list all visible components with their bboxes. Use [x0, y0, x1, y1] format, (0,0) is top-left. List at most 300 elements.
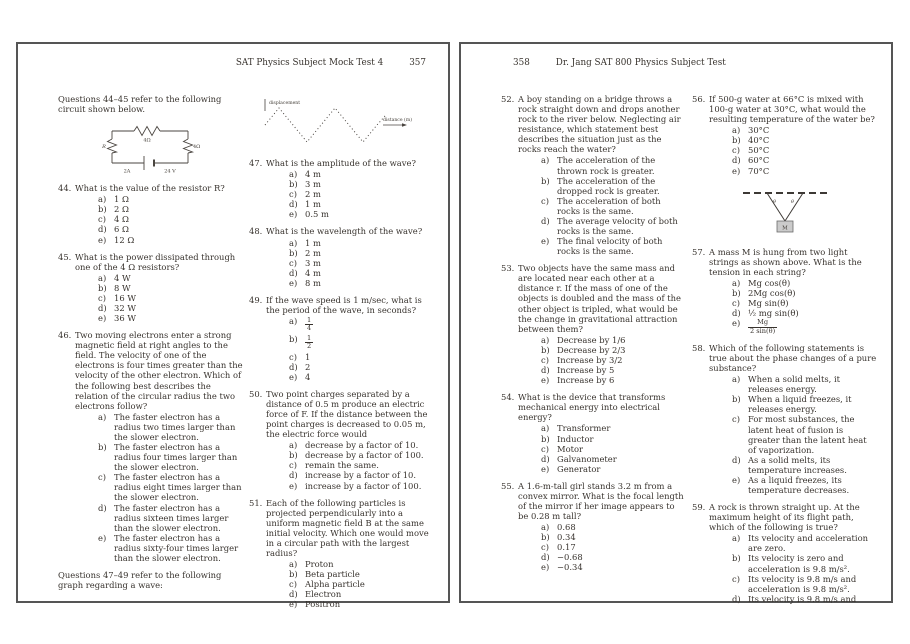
option-row — [289, 278, 434, 288]
option-text: 8 W — [114, 282, 131, 293]
option-text: Increase by 5 — [557, 365, 615, 376]
right-resistor-icon — [183, 139, 192, 153]
option-row — [541, 335, 686, 345]
option-letter: d) — [732, 593, 741, 604]
question-block — [58, 183, 243, 244]
option-row — [732, 318, 877, 336]
options-list — [518, 335, 686, 385]
fraction-denominator: 2 — [307, 342, 312, 351]
option-text: Decrease by 2/3 — [557, 344, 626, 355]
option-text: Its velocity is 9.8 m/s and acceleration is 9.8 m/s². — [748, 573, 857, 594]
option-row — [541, 444, 686, 454]
option-letter: b) — [732, 287, 741, 298]
option-text: The faster electron has a radius sixteen times larger than the slower electron. — [114, 502, 229, 533]
columns — [501, 94, 877, 611]
option-row — [98, 235, 243, 245]
question-number: 47. — [249, 158, 263, 168]
option-row — [732, 394, 877, 414]
options-list — [75, 273, 243, 323]
option-row — [289, 569, 434, 579]
option-fraction — [305, 335, 313, 351]
option-text: 2 m — [305, 247, 321, 258]
option-row — [98, 273, 243, 283]
question-body — [266, 498, 434, 610]
option-letter: d) — [732, 308, 741, 319]
wave-curve — [265, 108, 385, 142]
option-letter: a) — [541, 155, 550, 166]
question-text: If 500-g water at 66°C is mixed with 100-g water at 30°C, what would the resulting temperature of the water be? — [709, 94, 875, 125]
option-row — [732, 455, 877, 475]
option-text: 8 m — [305, 277, 321, 288]
question-body — [518, 392, 686, 474]
option-letter: c) — [289, 460, 297, 471]
option-letter: e) — [289, 480, 298, 491]
option-letter: d) — [98, 224, 107, 235]
option-text: 1 m — [305, 199, 321, 210]
option-row — [98, 194, 243, 204]
option-row — [98, 503, 243, 533]
header-page-number: 358 — [513, 58, 530, 68]
question-block — [692, 343, 877, 495]
option-row — [541, 532, 686, 542]
question-number: 53. — [501, 263, 515, 274]
option-row — [289, 238, 434, 248]
fraction-denominator: 4 — [307, 324, 312, 333]
option-letter: e) — [732, 474, 741, 485]
note-text: Questions 44–45 refer to the following circuit shown below. — [58, 94, 222, 115]
option-letter: a) — [98, 411, 107, 422]
option-text: 1 — [305, 351, 311, 362]
option-row — [541, 216, 686, 236]
option-row — [289, 599, 434, 609]
option-text: Alpha particle — [305, 579, 365, 590]
option-text: 4 W — [114, 272, 131, 283]
option-letter: d) — [541, 453, 550, 464]
option-text: −0.68 — [557, 552, 583, 563]
option-letter: a) — [541, 334, 550, 345]
option-text: decrease by a factor of 10. — [305, 440, 419, 451]
option-letter: a) — [732, 125, 741, 136]
mass-label: M — [781, 225, 788, 232]
option-text: 1 Ω — [114, 194, 129, 205]
options-list — [518, 423, 686, 473]
column-1 — [501, 94, 686, 611]
option-row — [289, 481, 434, 491]
option-text: 12 Ω — [114, 234, 135, 245]
question-text: A mass M is hung from two light strings as shown above. What is the tension in each string? — [709, 246, 862, 277]
option-row — [98, 533, 243, 563]
option-row — [289, 440, 434, 450]
option-row — [541, 236, 686, 256]
option-row — [289, 209, 434, 219]
question-body — [75, 252, 243, 324]
question-number: 58. — [692, 342, 706, 353]
option-letter: b) — [541, 532, 550, 543]
option-letter: c) — [732, 573, 740, 584]
option-row — [541, 542, 686, 552]
option-row — [289, 169, 434, 179]
option-row — [541, 355, 686, 365]
question-body — [709, 247, 877, 336]
option-text: Galvanometer — [557, 453, 617, 464]
option-letter: e) — [541, 375, 550, 386]
option-letter: c) — [732, 414, 740, 425]
page-header — [58, 58, 434, 68]
question-block — [249, 389, 434, 491]
option-text: When a solid melts, it releases energy. — [748, 374, 840, 395]
option-text: 6 Ω — [114, 224, 129, 235]
option-letter: e) — [732, 318, 741, 329]
page-358 — [459, 42, 893, 603]
option-row — [289, 258, 434, 268]
option-letter: d) — [289, 199, 298, 210]
option-text: 0.34 — [557, 532, 576, 543]
mass-figure — [692, 183, 877, 239]
option-letter: e) — [541, 463, 550, 474]
question-body — [518, 263, 686, 385]
option-text: Decrease by 1/6 — [557, 334, 626, 345]
option-row — [289, 450, 434, 460]
option-text: 1 m — [305, 237, 321, 248]
option-row — [732, 288, 877, 298]
option-row — [541, 375, 686, 385]
option-text: 50°C — [748, 145, 770, 156]
option-letter: a) — [541, 423, 550, 434]
option-letter: d) — [289, 470, 298, 481]
option-row — [541, 196, 686, 216]
columns — [58, 94, 434, 616]
question-body — [75, 330, 243, 563]
option-text: 0.5 m — [305, 209, 329, 220]
option-text: The faster electron has a radius eight times larger than the slower electron. — [114, 472, 242, 503]
question-body — [709, 502, 877, 604]
option-text: Beta particle — [305, 569, 360, 580]
option-row — [98, 214, 243, 224]
option-row — [541, 176, 686, 196]
option-letter: d) — [98, 502, 107, 513]
option-text: When a liquid freezes, it releases energy. — [748, 394, 852, 415]
option-row — [289, 248, 434, 258]
option-row — [289, 559, 434, 569]
option-row — [98, 204, 243, 214]
question-block — [501, 481, 686, 573]
options-list — [518, 522, 686, 572]
option-row — [732, 308, 877, 318]
option-text: Its velocity and acceleration are zero. — [748, 533, 869, 554]
question-text: What is the device that transforms mechanical energy into electrical energy? — [518, 392, 666, 423]
option-row — [98, 472, 243, 502]
options-list — [709, 374, 877, 495]
option-row — [732, 475, 877, 495]
fraction-numerator: Mg — [748, 319, 777, 327]
option-letter: b) — [541, 433, 550, 444]
option-row — [98, 293, 243, 303]
question-number: 49. — [249, 294, 263, 305]
question-text: Each of the following particles is projected perpendicularly into a uniform magnetic field B at the same initial velocity. Which one would move in a circular path with the largest radius? — [266, 497, 429, 558]
option-row — [732, 145, 877, 155]
option-text: Electron — [305, 589, 342, 600]
option-letter: a) — [732, 374, 741, 385]
option-letter: c) — [98, 472, 106, 483]
angle-left-label: θ — [772, 199, 776, 205]
option-text: The acceleration of both rocks is the same. — [557, 195, 661, 216]
option-text: Increase by 6 — [557, 375, 615, 386]
question-text: What is the wavelength of the wave? — [266, 226, 423, 237]
question-body — [266, 389, 434, 491]
circuit-top-resistor-label: 4Ω — [142, 137, 151, 144]
option-row — [732, 533, 877, 553]
option-row — [541, 464, 686, 474]
question-block — [249, 158, 434, 219]
option-row — [98, 412, 243, 442]
question-block — [249, 226, 434, 287]
options-list — [709, 278, 877, 336]
option-row — [732, 414, 877, 454]
option-text: For most substances, the latent heat of fusion is greater than the latent heat of vaporization. — [748, 414, 867, 455]
option-text: Increase by 3/2 — [557, 354, 623, 365]
fraction-numerator: 1 — [307, 333, 312, 342]
option-letter: e) — [98, 532, 107, 543]
option-row — [541, 552, 686, 562]
question-text: A boy standing on a bridge throws a rock straight down and drops another rock to the river below. Neglecting air resistance, which statement best describes the situation just as the rocks reach the water? — [518, 94, 681, 155]
question-block — [692, 502, 877, 604]
option-text: Proton — [305, 559, 334, 570]
question-number: 46. — [58, 330, 72, 341]
option-text: 0.17 — [557, 542, 576, 553]
option-letter: b) — [98, 442, 107, 453]
option-row — [732, 553, 877, 573]
question-text: What is the amplitude of the wave? — [266, 158, 416, 168]
option-row — [98, 313, 243, 323]
question-number: 50. — [249, 388, 263, 399]
question-body — [266, 226, 434, 287]
option-row — [289, 268, 434, 278]
option-row — [289, 579, 434, 589]
option-text: increase by a factor of 10. — [305, 470, 417, 481]
question-number: 56. — [692, 94, 706, 104]
header-page-number: 357 — [409, 58, 426, 68]
circuit-diagram — [100, 121, 202, 175]
option-row — [732, 125, 877, 135]
option-letter: a) — [289, 237, 298, 248]
option-text: 4 — [305, 371, 311, 382]
option-text: 3 m — [305, 257, 321, 268]
option-row — [289, 460, 434, 470]
strings-icon — [767, 193, 803, 221]
option-row — [541, 423, 686, 433]
options-list — [709, 533, 877, 604]
option-text: The faster electron has a radius two times larger than the slower electron. — [114, 411, 236, 442]
options-list — [266, 169, 434, 219]
question-block — [501, 392, 686, 474]
option-letter: e) — [98, 313, 107, 324]
option-letter: b) — [732, 394, 741, 405]
circuit-battery-label: 24 V — [163, 168, 176, 175]
option-row — [289, 372, 434, 382]
option-letter: c) — [541, 542, 549, 553]
option-letter: d) — [289, 267, 298, 278]
options-list — [266, 559, 434, 609]
question-block — [692, 247, 877, 336]
option-row — [98, 303, 243, 313]
circuit-current-label: 2A — [123, 168, 130, 175]
option-row — [541, 155, 686, 175]
option-letter: d) — [541, 215, 550, 226]
option-row — [541, 562, 686, 572]
option-letter: e) — [289, 599, 298, 610]
option-text: As a solid melts, its temperature increases. — [748, 454, 847, 475]
option-text: 70°C — [748, 165, 770, 176]
options-list — [266, 316, 434, 382]
option-text: 4 Ω — [114, 214, 129, 225]
fraction-numerator: 1 — [307, 316, 312, 325]
option-letter: c) — [541, 443, 549, 454]
option-text: 0.68 — [557, 522, 576, 533]
option-text: −0.34 — [557, 562, 583, 573]
option-row — [541, 522, 686, 532]
question-body — [266, 158, 434, 219]
option-letter: e) — [289, 209, 298, 220]
option-row — [541, 454, 686, 464]
header-title: Dr. Jang SAT 800 Physics Subject Test — [555, 58, 726, 68]
option-letter: e) — [541, 562, 550, 573]
option-letter: e) — [98, 234, 107, 245]
option-letter: b) — [289, 179, 298, 190]
option-letter: b) — [732, 553, 741, 564]
option-text: Its velocity is 9.8 m/s and — [748, 593, 857, 604]
option-letter: c) — [541, 195, 549, 206]
question-number: 52. — [501, 94, 515, 104]
option-letter: a) — [289, 440, 298, 451]
option-text: decrease by a factor of 100. — [305, 450, 424, 461]
option-text: 30°C — [748, 125, 770, 136]
angle-right-label: θ — [790, 199, 794, 205]
option-text: 16 W — [114, 292, 136, 303]
option-letter: d) — [541, 365, 550, 376]
question-body — [709, 343, 877, 495]
option-row — [98, 224, 243, 234]
circuit-figure — [58, 121, 243, 175]
question-body — [709, 94, 877, 176]
column-2 — [692, 94, 877, 611]
question-number: 45. — [58, 251, 72, 262]
question-text: A rock is thrown straight up. At the maximum height of its flight path, which of the following is true? — [709, 502, 860, 533]
question-text: Which of the following statements is true about the phase changes of a pure substance? — [709, 342, 877, 374]
option-letter: c) — [732, 145, 740, 156]
question-text: What is the power dissipated through one of the 4 Ω resistors? — [75, 251, 236, 272]
option-text: The final velocity of both rocks is the same. — [557, 236, 663, 257]
option-text: The acceleration of the thrown rock is greater. — [557, 155, 656, 176]
option-row — [541, 434, 686, 444]
question-text: A 1.6-m-tall girl stands 3.2 m from a convex mirror. What is the focal length of the mirror if her image appears to be 0.28 m tall? — [518, 480, 684, 522]
header-title: SAT Physics Subject Mock Test 4 — [235, 58, 384, 68]
option-row — [289, 470, 434, 480]
option-row — [732, 298, 877, 308]
question-text: If the wave speed is 1 m/sec, what is the period of the wave, in seconds? — [266, 294, 422, 316]
option-text: 4 m — [305, 169, 321, 180]
option-text: 3 m — [305, 179, 321, 190]
option-letter: c) — [98, 292, 106, 303]
wave-graph — [249, 94, 429, 150]
question-text: Two point charges separated by a distance of 0.5 m produce an electric force of F. If the distance between the point charges is decreased to 0.05 m, the electric force would — [266, 388, 428, 440]
hanging-mass-diagram — [737, 183, 833, 239]
fraction-denominator: 2 sin(θ) — [750, 326, 776, 335]
option-row — [289, 189, 434, 199]
option-text: 2Mg cos(θ) — [748, 287, 796, 298]
question-text: Two moving electrons enter a strong magnetic field at right angles to the field. The velocity of one of the electrons is four times greater than the velocity of the other electron. Which of the following best describes the relation of the circular radius the two electrons follow? — [75, 330, 243, 411]
option-letter: c) — [289, 257, 297, 268]
option-fraction — [305, 317, 313, 333]
question-block — [58, 330, 243, 563]
question-block — [58, 252, 243, 324]
option-letter: c) — [732, 298, 740, 309]
option-text: The average velocity of both rocks is the same. — [557, 215, 678, 237]
option-letter: c) — [289, 579, 297, 590]
option-row — [98, 283, 243, 293]
question-number: 55. — [501, 480, 515, 491]
option-row — [289, 362, 434, 372]
option-letter: b) — [98, 204, 107, 215]
option-letter: e) — [289, 277, 298, 288]
column-2 — [249, 94, 434, 616]
option-text: Mg sin(θ) — [748, 298, 789, 309]
question-block — [501, 94, 686, 256]
option-text: increase by a factor of 100. — [305, 480, 422, 491]
options-list — [709, 125, 877, 175]
option-letter: d) — [732, 155, 741, 166]
option-row — [541, 365, 686, 375]
question-text: Two objects have the same mass and are located near each other at a distance r. If the mass of one of the objects is doubled and the mass of the other object is tripled, what would be the change in gravitational attraction between them? — [518, 263, 681, 334]
option-letter: a) — [732, 533, 741, 544]
option-row — [732, 278, 877, 288]
option-text: Mg cos(θ) — [748, 277, 791, 288]
question-block — [501, 263, 686, 385]
option-text: Inductor — [557, 433, 594, 444]
page-header — [501, 58, 877, 68]
option-letter: b) — [541, 344, 550, 355]
options-list — [75, 412, 243, 563]
option-text: Motor — [557, 443, 584, 454]
option-letter: c) — [289, 351, 297, 362]
option-row — [289, 316, 434, 334]
option-letter: d) — [289, 361, 298, 372]
option-letter: b) — [289, 569, 298, 580]
option-text: Transformer — [557, 423, 611, 434]
option-letter: b) — [98, 282, 107, 293]
question-number: 51. — [249, 497, 263, 508]
left-resistor-icon — [107, 139, 116, 153]
options-list — [518, 155, 686, 256]
option-text: Positron — [305, 599, 341, 610]
option-letter: b) — [289, 247, 298, 258]
option-row — [98, 442, 243, 472]
option-letter: c) — [98, 214, 106, 225]
option-text: 2 Ω — [114, 204, 129, 215]
option-row — [289, 179, 434, 189]
option-text: ½ mg sin(θ) — [748, 308, 799, 319]
option-letter: b) — [289, 333, 298, 344]
option-text: As a liquid freezes, its temperature decreases. — [748, 474, 850, 496]
option-letter: e) — [289, 371, 298, 382]
option-letter: a) — [541, 522, 550, 533]
question-text: What is the value of the resistor R? — [75, 183, 225, 194]
column-1 — [58, 94, 243, 616]
option-text: The faster electron has a radius sixty-four times larger than the slower electron. — [114, 532, 239, 563]
note-text: Questions 47–49 refer to the following graph regarding a wave: — [58, 569, 222, 591]
option-fraction — [748, 319, 777, 335]
option-letter: a) — [732, 277, 741, 288]
option-letter: b) — [289, 450, 298, 461]
